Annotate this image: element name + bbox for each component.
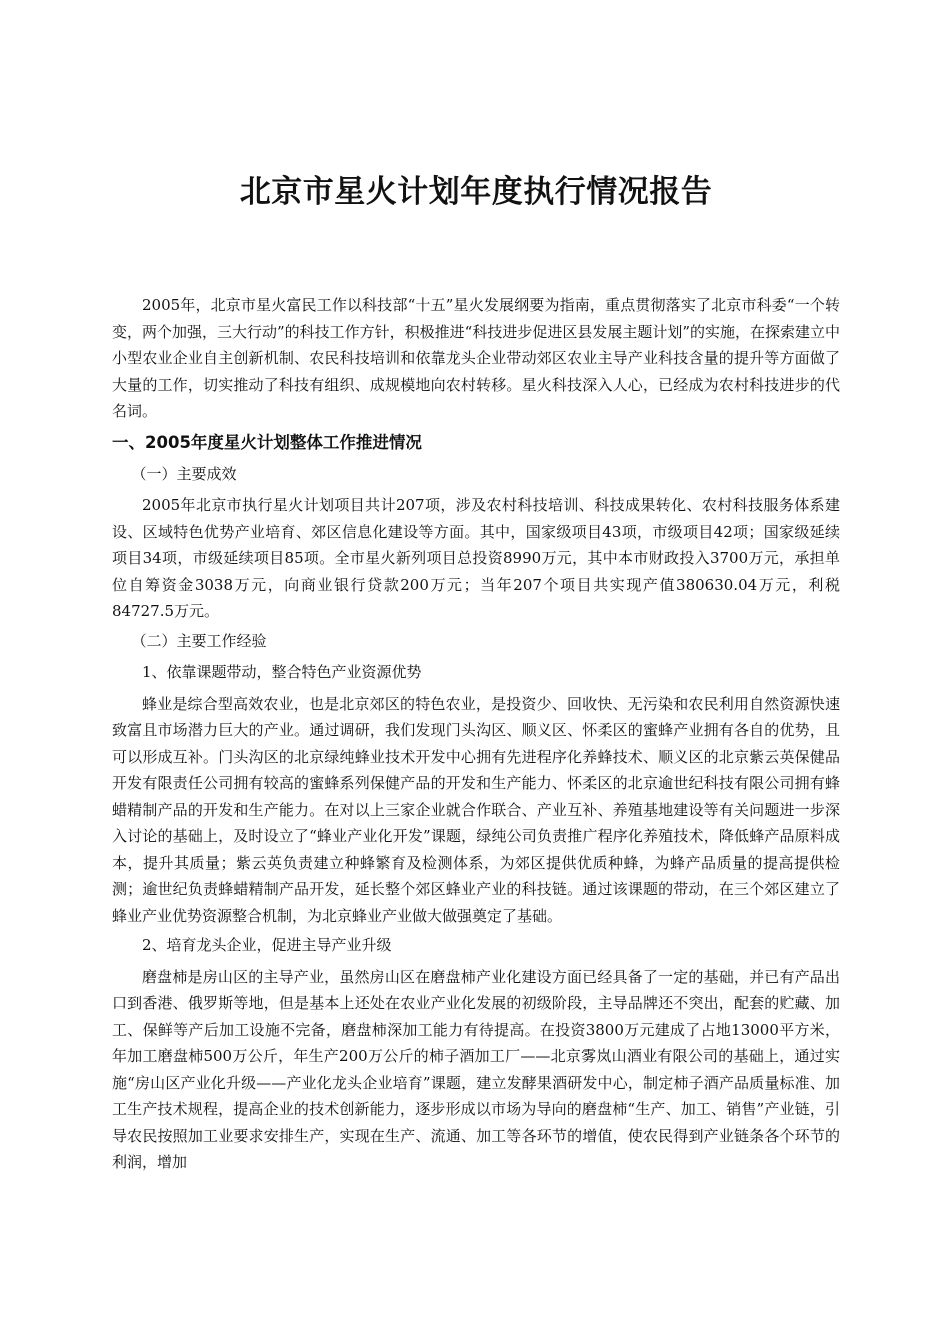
item-heading-bee-industry: 1、依靠课题带动，整合特色产业资源优势: [142, 663, 422, 681]
item-heading-leading-enterprise: 2、培育龙头企业，促进主导产业升级: [142, 936, 392, 954]
section-heading: 一、2005年度星火计划整体工作推进情况: [112, 432, 422, 452]
persimmon-paragraph: 磨盘柿是房山区的主导产业，虽然房山区在磨盘柿产业化建设方面已经具备了一定的基础，并已有产品出口到香港、俄罗斯等地，但是基本上还处在农业产业化发展的初级阶段，主导品牌还不突出，配套的贮藏、加工、保鲜等产后加工设施不完备，磨盘柿深加工能力有待提高。在投资3800万元建成了占地13000平方米，年加工磨盘柿500万公斤，年生产200万公斤的柿子酒加工厂——北京雾岚山酒业有限公司的基础上，通过实施“房山区产业化升级——产业化龙头企业培育”课题，建立发酵果酒研发中心，制定柿子酒产品质量标准、加工生产技术规程，提高企业的技术创新能力，逐步形成以市场为导向的磨盘柿“生产、加工、销售”产业链，引导农民按照加工业要求安排生产，实现在生产、流通、加工等各环节的增值，使农民得到产业链条各个环节的利润，增加: [112, 967, 840, 1171]
document-title: 北京市星火计划年度执行情况报告: [239, 174, 713, 210]
intro-paragraph: 2005年，北京市星火富民工作以科技部“十五”星火发展纲要为指南，重点贯彻落实了北京市科委“一个转变，两个加强，三大行动”的科技工作方针，积极推进“科技进步促进区县发展主题计划”的实施，在探索建立中小型农业企业自主创新机制、农民科技培训和依靠龙头企业带动郊区农业主导产业科技含量的提升等方面做了大量的工作，切实推动了科技有组织、成规模地向农村转移。星火科技深入人心，已经成为农村科技进步的代名词。: [112, 296, 841, 420]
subsection-heading-achievements: （一）主要成效: [131, 464, 237, 483]
document-body: [112, 292, 840, 1176]
bee-industry-paragraph: 蜂业是综合型高效农业，也是北京郊区的特色农业，是投资少、回收快、无污染和农民利用自然资源快速致富且市场潜力巨大的产业。通过调研，我们发现门头沟区、顺义区、怀柔区的蜜蜂产业拥有各自的优势，且可以形成互补。门头沟区的北京绿纯蜂业技术开发中心拥有先进程序化养蜂技术、顺义区的北京紫云英保健品开发有限责任公司拥有较高的蜜蜂系列保健产品的开发和生产能力、怀柔区的北京逾世纪科技有限公司拥有蜂蜡精制产品的开发和生产能力。在对以上三家企业就合作联合、产业互补、养殖基地建设等有关问题进一步深入讨论的基础上，及时设立了“蜂业产业化开发”课题，绿纯公司负责推广程序化养殖技术，降低蜂产品原料成本，提升其质量；紫云英负责建立种蜂繁育及检测体系，为郊区提供优质种蜂，为蜂产品质量的提高提供检测；逾世纪负责蜂蜡精制产品开发，延长整个郊区蜂业产业的科技链。通过该课题的带动，在三个郊区建立了蜂业产业优势资源整合机制，为北京蜂业产业做大做强奠定了基础。: [112, 694, 840, 925]
subsection-heading-experience: （二）主要工作经验: [131, 631, 267, 650]
achievements-paragraph: 2005年北京市执行星火计划项目共计207项，涉及农村科技培训、科技成果转化、农村科技服务体系建设、区域特色优势产业培育、郊区信息化建设等方面。其中，国家级项目43项，市级项目42项；国家级延续项目34项，市级延续项目85项。全市星火新列项目总投资8990万元，其中本市财政投入3700万元，承担单位自筹资金3038万元，向商业银行贷款200万元；当年207个项目共实现产值380630.04万元，利税84727.5万元。: [112, 496, 840, 620]
